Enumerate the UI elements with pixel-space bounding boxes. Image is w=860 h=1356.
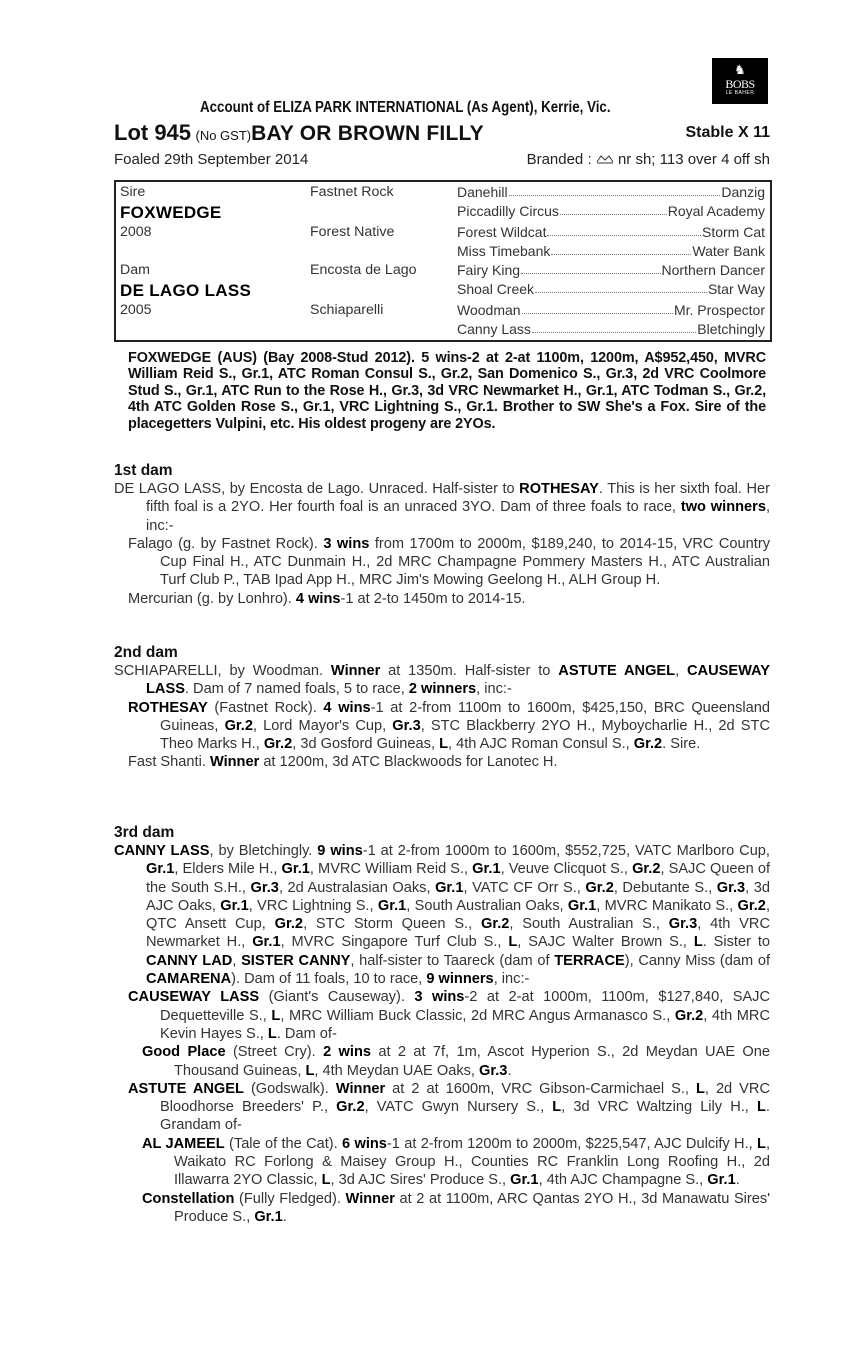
dam-sire: Encosta de Lago — [310, 262, 417, 278]
pedigree-entry: ASTUTE ANGEL (Godswalk). Winner at 2 at 1600m, VRC Gibson-Carmichael S., L, 2d VRC Bloodhorse Breeders' P., Gr.2, VATC Gwyn Nursery S., L, 3d VRC Waltzing Lily H., L. Grandam of- — [128, 1080, 770, 1134]
dam-label: Dam — [120, 262, 150, 278]
vendor-account: Account of ELIZA PARK INTERNATIONAL (As Agent), Kerrie, Vic. — [200, 99, 611, 116]
gen3-row: Fairy King Northern Dancer — [457, 262, 765, 278]
gen3-row: Woodman Mr. Prospector — [457, 302, 765, 318]
third-dam-section — [114, 824, 770, 1226]
dam-dam: Schiaparelli — [310, 302, 384, 318]
branded-value: nr sh; 113 over 4 off sh — [617, 151, 770, 168]
pedigree-entry: ROTHESAY (Fastnet Rock). 4 wins-1 at 2-from 1100m to 1600m, $425,150, BRC Queensland Guineas, Gr.2, Lord Mayor's Cup, Gr.3, STC Blackberry 2YO H., Myboycharlie H., 2d STC Theo Marks H., Gr.2, 3d Gosford Guineas, L, 4th AJC Roman Consul S., Gr.2. Sire. — [128, 699, 771, 753]
gen3-row: Shoal Creek Star Way — [457, 281, 765, 297]
gen3-row: Miss Timebank Water Bank — [457, 243, 765, 259]
lot-line — [114, 120, 772, 144]
logo-sub: LE BAHER — [725, 90, 755, 96]
entry-list — [114, 480, 770, 608]
pedigree-entry: SCHIAPARELLI, by Woodman. Winner at 1350m. Half-sister to ASTUTE ANGEL, CAUSEWAY LASS. Dam of 7 named foals, 5 to race, 2 winners, inc:- — [114, 663, 770, 698]
sire-name: FOXWEDGE — [120, 203, 222, 222]
section-heading: 2nd dam — [114, 644, 178, 661]
pedigree-entry: DE LAGO LASS, by Encosta de Lago. Unraced. Half-sister to ROTHESAY. This is her sixth foal. Her fifth foal is a 2YO. Her fourth foal is an unraced 3YO. Dam of three foals to race, two winners, inc:- — [114, 481, 770, 534]
brand-mark-icon — [596, 151, 614, 168]
entry-list — [114, 662, 770, 772]
dam-year: 2005 — [120, 302, 152, 318]
sire-label: Sire — [120, 184, 146, 200]
logo-name: BOBS — [725, 77, 755, 91]
gst-note: (No GST) — [195, 128, 252, 143]
first-dam-section — [114, 462, 770, 608]
horse-icon: ♞ — [734, 62, 746, 77]
section-heading: 3rd dam — [114, 824, 175, 841]
dam-name: DE LAGO LASS — [120, 281, 252, 300]
second-dam-section — [114, 644, 770, 772]
bobs-logo — [712, 58, 768, 104]
stable-number: Stable X 11 — [685, 124, 770, 141]
pedigree-entry: CAUSEWAY LASS (Giant's Causeway). 3 wins-2 at 2-at 1000m, 1100m, $127,840, SAJC Dequetteville S., L, MRC William Buck Classic, 2d MRC Angus Armanasco S., Gr.2, 4th MRC Kevin Hayes S., L. Dam of- — [128, 989, 771, 1042]
pedigree-entry: Mercurian (g. by Lonhro). 4 wins-1 at 2-to 1450m to 2014-15. — [128, 590, 526, 607]
gen3-row: Forest Wildcat Storm Cat — [457, 224, 765, 240]
pedigree-entry: Falago (g. by Fastnet Rock). 3 wins from 1700m to 2000m, $189,240, to 2014-15, VRC Country Cup Final H., ATC Dunmain H., 2d MRC Champagne Pommery Masters H., ATC Australian Turf Club P., TAB Ipad App H., MRC Jim's Mowing Geelong H., ALH Group H. — [128, 535, 770, 589]
entry-list — [114, 842, 770, 1226]
pedigree-table — [114, 180, 772, 342]
foaled-date: Foaled 29th September 2014 — [114, 151, 309, 168]
lot-description: BAY OR BROWN FILLY — [251, 122, 484, 145]
pedigree-entry: Constellation (Fully Fledged). Winner at 2 at 1100m, ARC Qantas 2YO H., 3d Manawatu Sires' Produce S., Gr.1. — [142, 1190, 770, 1225]
sire-dam: Forest Native — [310, 224, 395, 240]
section-heading: 1st dam — [114, 462, 173, 479]
branded-info — [527, 151, 770, 168]
sire-summary: FOXWEDGE (AUS) (Bay 2008-Stud 2012). 5 wins-2 at 2-at 1100m, 1200m, A$952,450, MVRC William Reid S., Gr.1, ATC Roman Consul S., Gr.2, San Domenico S., Gr.3, 2d VRC Coolmore Stud S., Gr.1, ATC Run to the Rose H., Gr.3, 3d VRC Newmarket H., Gr.1, ATC Todman S., Gr.2, 4th ATC Golden Rose S., Gr.1, VRC Lightning S., Gr.1. Brother to SW She's a Fox. Sire of the placegetters Vulpini, etc. His oldest progeny are 2YOs. — [128, 350, 766, 432]
lot-number: Lot 945 — [114, 120, 192, 145]
gen3-row: Piccadilly Circus Royal Academy — [457, 203, 765, 219]
gen3-row: Danehill Danzig — [457, 184, 765, 200]
sire-sire: Fastnet Rock — [310, 184, 394, 200]
pedigree-entry: CANNY LASS, by Bletchingly. 9 wins-1 at 2-from 1000m to 1600m, $552,725, VATC Marlboro Cup, Gr.1, Elders Mile H., Gr.1, MVRC William Reid S., Gr.1, Veuve Clicquot S., Gr.2, SAJC Queen of the South S.H., Gr.3, 2d Australasian Oaks, Gr.1, VATC CF Orr S., Gr.2, Debutante S., Gr.3, 3d AJC Oaks, Gr.1, VRC Lightning S., Gr.1, South Australian Oaks, Gr.1, MVRC Manikato S., Gr.2, QTC Ansett Cup, Gr.2, STC Storm Queen S., Gr.2, South Australian S., Gr.3, 4th VRC Newmarket H., Gr.1, MVRC Singapore Turf Club S., L, SAJC Walter Brown S., L. Sister to CANNY LAD, SISTER CANNY, half-sister to Taareck (dam of TERRACE), Canny Miss (dam of CAMARENA). Dam of 11 foals, 10 to race, 9 winners, inc:- — [114, 843, 771, 988]
pedigree-entry: AL JAMEEL (Tale of the Cat). 6 wins-1 at 2-from 1200m to 2000m, $225,547, AJC Dulcify H., L, Waikato RC Forlong & Maisey Group H., Counties RC Franklin Long Roofing H., 2d Illawarra 2YO Classic, L, 3d AJC Sires' Produce S., Gr.1, 4th AJC Champagne S., Gr.1. — [142, 1135, 770, 1189]
gen3-row: Canny Lass Bletchingly — [457, 321, 765, 337]
branded-label: Branded : — [526, 151, 592, 168]
sire-year: 2008 — [120, 224, 152, 240]
pedigree-entry: Fast Shanti. Winner at 1200m, 3d ATC Blackwoods for Lanotec H. — [128, 754, 558, 771]
pedigree-entry: Good Place (Street Cry). 2 wins at 2 at 7f, 1m, Ascot Hyperion S., 2d Meydan UAE One Thousand Guineas, L, 4th Meydan UAE Oaks, Gr.3. — [142, 1044, 770, 1079]
